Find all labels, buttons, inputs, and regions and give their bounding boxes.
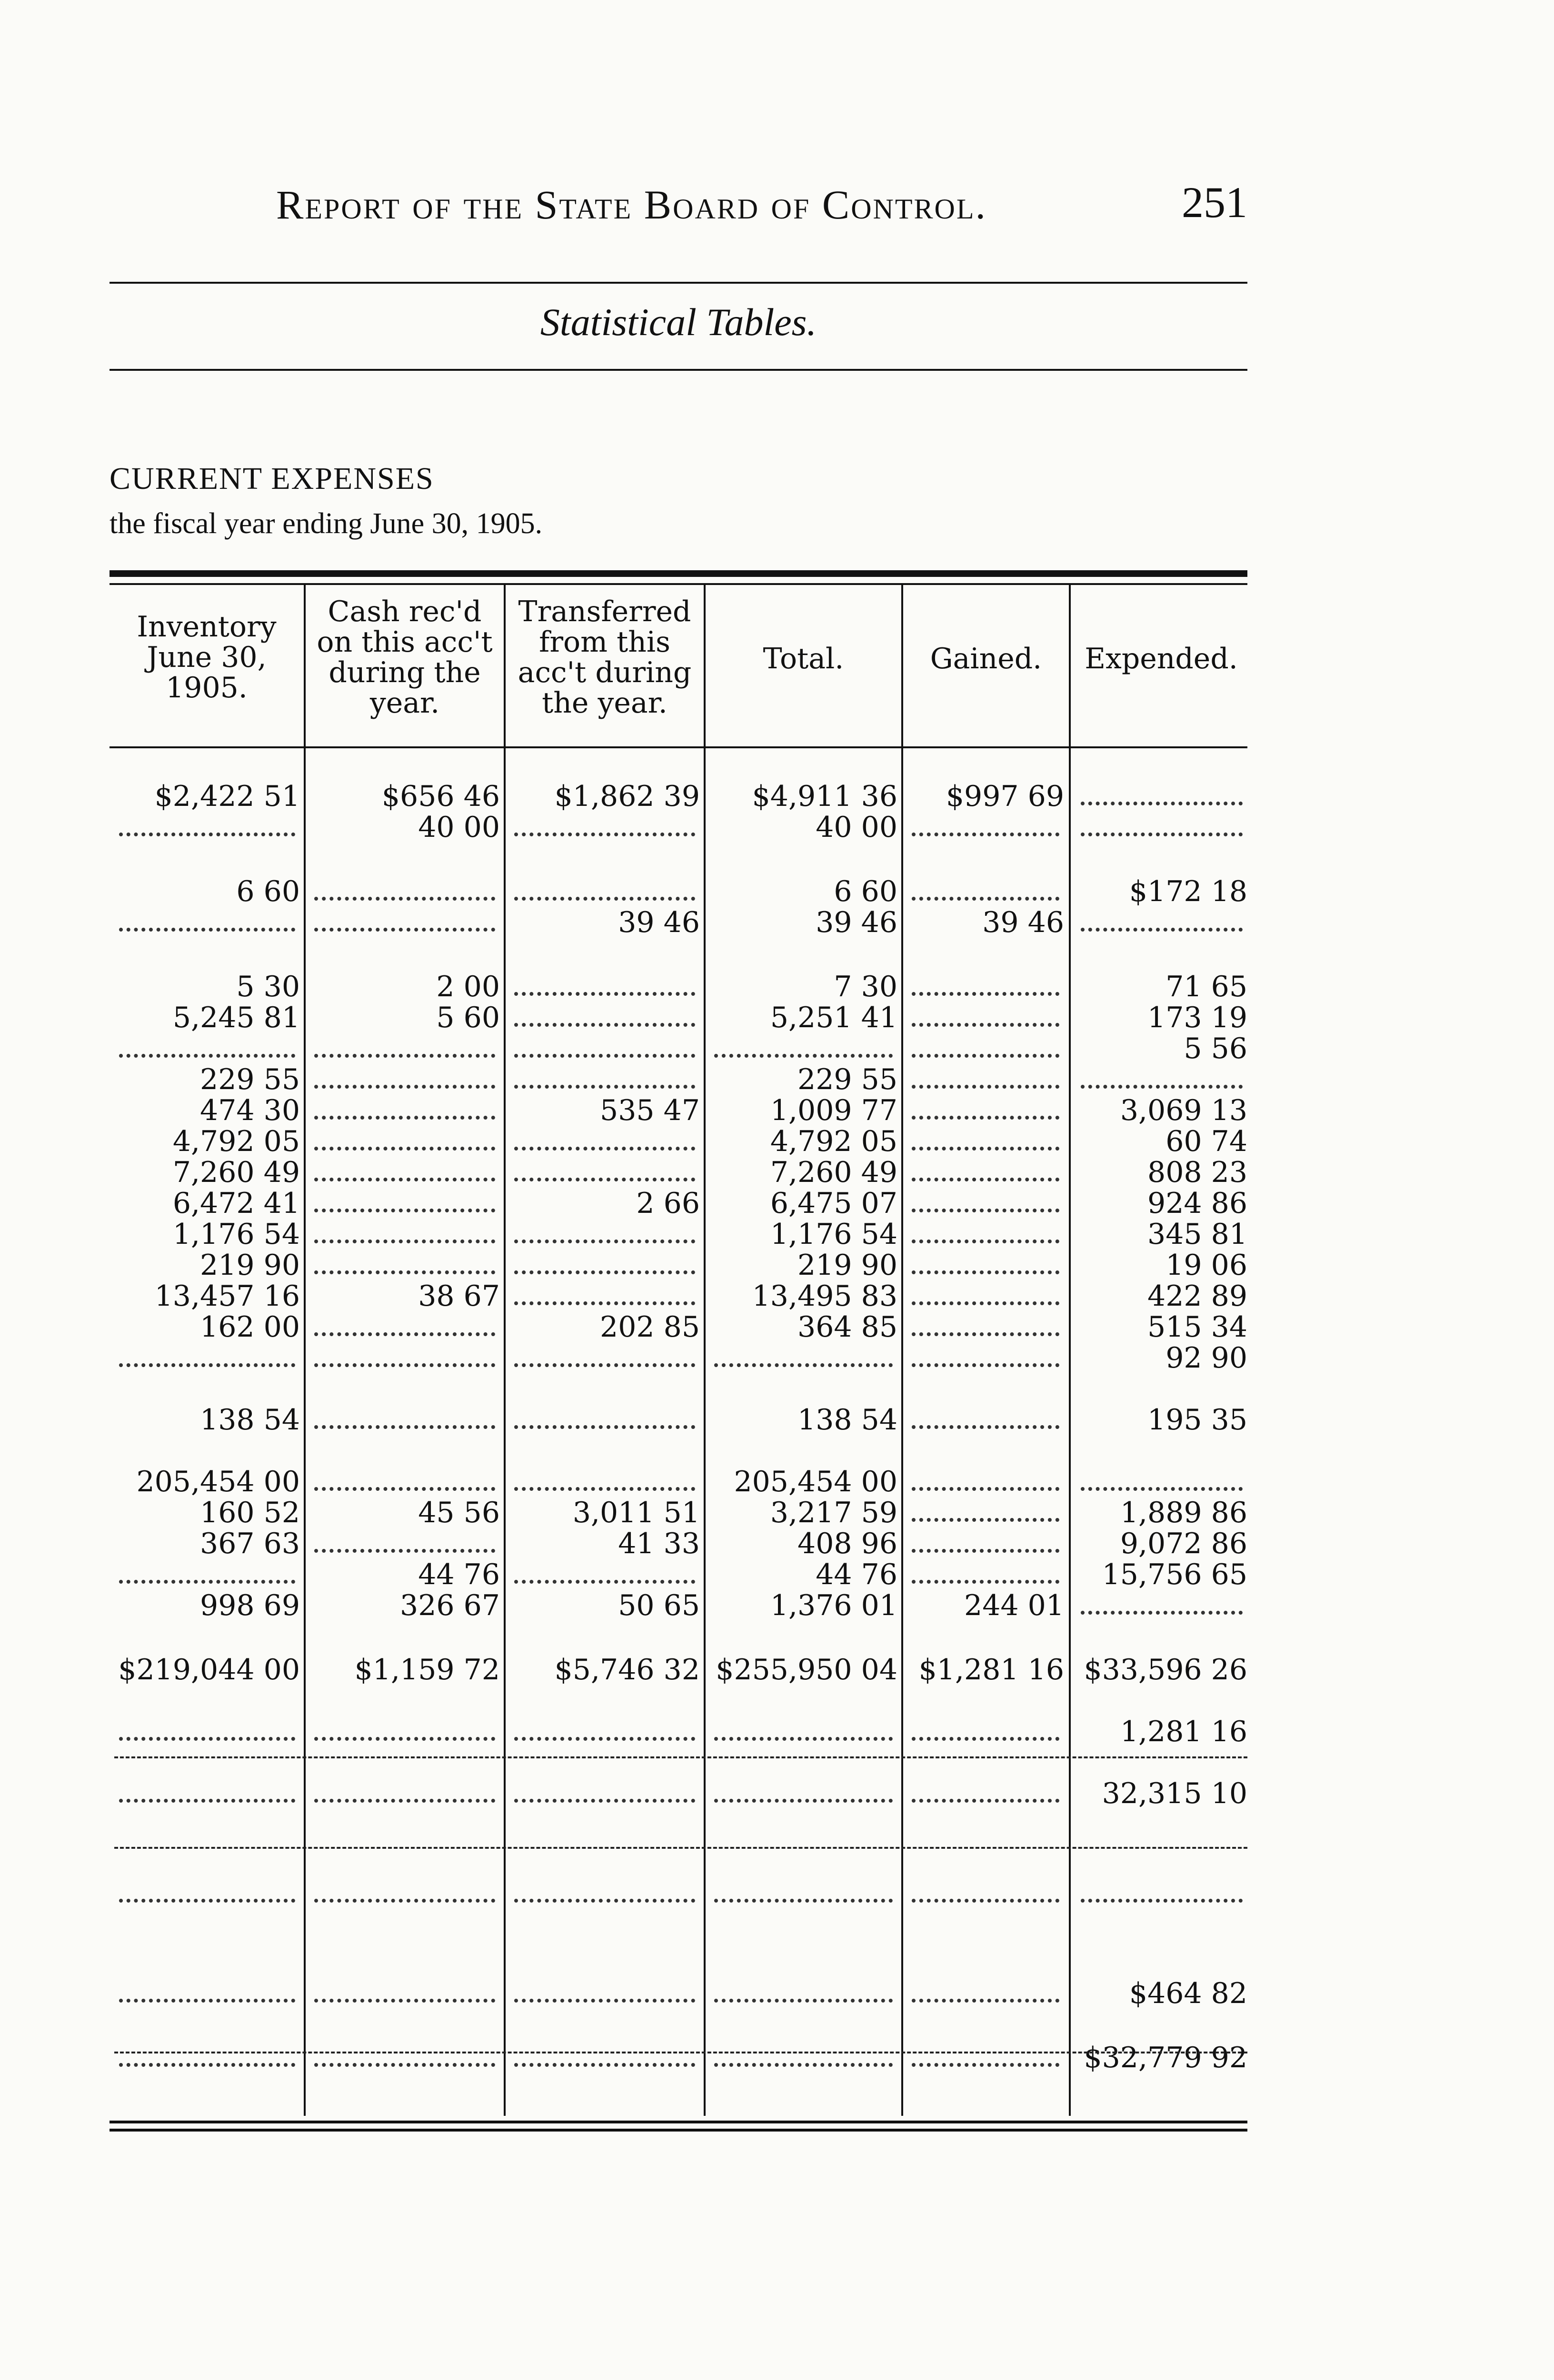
- table-cell: $219,044 00: [118, 1653, 300, 1686]
- table-cell: 160 52: [200, 1496, 300, 1529]
- table-cell: 44 76: [418, 1558, 500, 1591]
- table-cell: 173 19: [1147, 1001, 1247, 1034]
- dot-leader: [912, 1999, 1059, 2003]
- table-cell: 205,454 00: [136, 1465, 300, 1498]
- dot-leader: [912, 1737, 1059, 1741]
- table-subheading: the fiscal year ending June 30, 1905.: [110, 507, 543, 540]
- dot-leader: [1081, 1085, 1243, 1089]
- table-cell: 39 46: [982, 906, 1064, 939]
- dot-leader: [514, 833, 695, 836]
- table-cell: 408 96: [797, 1527, 897, 1560]
- dot-leader: [314, 1487, 495, 1491]
- dot-leader: [912, 2063, 1059, 2067]
- dot-leader: [714, 2063, 893, 2067]
- table-cell: 39 46: [618, 906, 700, 939]
- dot-leader: [912, 1270, 1059, 1274]
- table-cell: 219 90: [797, 1249, 897, 1282]
- header-rule-bottom: [110, 369, 1247, 371]
- table-cell: 1,009 77: [770, 1094, 897, 1127]
- table-cell: 6 60: [236, 875, 300, 908]
- dot-leader: [912, 897, 1059, 901]
- table-cell: 13,495 83: [752, 1279, 897, 1313]
- table-cell: 219 90: [200, 1249, 300, 1282]
- dot-leader: [119, 1999, 295, 2003]
- header-line: year.: [369, 686, 440, 720]
- table-cell: 202 85: [600, 1310, 700, 1344]
- table-cell: 6 60: [834, 875, 897, 908]
- column-divider: [901, 583, 903, 2116]
- table-cell: 515 34: [1147, 1310, 1247, 1344]
- dot-leader: [314, 1549, 495, 1553]
- table-cell: $5,746 32: [554, 1653, 700, 1686]
- dot-leader: [119, 1899, 295, 1903]
- dot-leader: [314, 1332, 495, 1336]
- table-cell: 5 56: [1184, 1032, 1247, 1065]
- column-header-total: [706, 644, 901, 674]
- table-cell: 345 81: [1147, 1218, 1247, 1251]
- dot-leader: [514, 897, 695, 901]
- dot-leader: [912, 1301, 1059, 1305]
- dot-leader: [912, 1085, 1059, 1089]
- table-cell: 7 30: [834, 970, 897, 1003]
- table-cell: $997 69: [946, 780, 1064, 813]
- table-cell: $464 82: [1129, 1977, 1247, 2010]
- table-cell: $32,779 92: [1084, 2041, 1247, 2074]
- dot-leader: [314, 2063, 495, 2067]
- dot-leader: [514, 1240, 695, 1243]
- table-cell: 924 86: [1147, 1187, 1247, 1220]
- dot-leader: [119, 1054, 295, 1058]
- table-cell: $656 46: [381, 780, 500, 813]
- table-cell: $2,422 51: [154, 780, 300, 813]
- dot-leader: [714, 1737, 893, 1741]
- dot-leader: [514, 1899, 695, 1903]
- table-cell: $1,281 16: [918, 1653, 1064, 1686]
- dot-leader: [119, 928, 295, 932]
- table-cell: 32,315 10: [1102, 1777, 1247, 1810]
- column-divider: [704, 583, 706, 2116]
- section-subtitle: Statistical Tables.: [540, 300, 817, 344]
- dot-leader: [514, 1799, 695, 1803]
- table-top-rule-thin: [110, 583, 1247, 585]
- dot-leader: [314, 1999, 495, 2003]
- dot-leader: [314, 1799, 495, 1803]
- table-cell: $255,950 04: [716, 1653, 897, 1686]
- dot-leader: [1081, 802, 1243, 805]
- table-cell: 4,792 05: [770, 1125, 897, 1158]
- dot-leader: [1081, 833, 1243, 836]
- dashed-rule: [114, 1847, 1247, 1849]
- dot-leader: [714, 1999, 893, 2003]
- table-cell: 138 54: [797, 1403, 897, 1437]
- dot-leader: [1081, 1487, 1243, 1491]
- header-line: June 30,: [147, 641, 267, 674]
- dot-leader: [912, 1799, 1059, 1803]
- dashed-rule: [114, 2052, 1247, 2053]
- table-cell: 3,217 59: [770, 1496, 897, 1529]
- dot-leader: [314, 928, 495, 932]
- table-cell: 367 63: [200, 1527, 300, 1560]
- table-cell: $4,911 36: [752, 780, 897, 813]
- table-heading: CURRENT EXPENSES: [110, 461, 434, 496]
- header-line: Cash rec'd: [328, 595, 482, 628]
- dot-leader: [912, 1209, 1059, 1212]
- table-cell: 1,889 86: [1120, 1496, 1247, 1529]
- table-cell: $1,862 39: [554, 780, 700, 813]
- table-cell: 5,251 41: [770, 1001, 897, 1034]
- header-line: acc't during: [518, 656, 692, 689]
- table-bottom-rule: [110, 2121, 1247, 2123]
- dot-leader: [514, 1301, 695, 1305]
- header-line: Total.: [763, 642, 844, 675]
- dot-leader: [314, 897, 495, 901]
- dot-leader: [714, 1363, 893, 1367]
- dot-leader: [514, 1425, 695, 1429]
- dot-leader: [912, 1363, 1059, 1367]
- table-cell: 5 60: [436, 1001, 500, 1034]
- table-cell: 41 33: [618, 1527, 700, 1560]
- dot-leader: [514, 1999, 695, 2003]
- dot-leader: [314, 1147, 495, 1150]
- dot-leader: [514, 2063, 695, 2067]
- table-cell: $172 18: [1129, 875, 1247, 908]
- dot-leader: [912, 1487, 1059, 1491]
- dot-leader: [314, 1240, 495, 1243]
- dot-leader: [912, 1332, 1059, 1336]
- dot-leader: [314, 1425, 495, 1429]
- dot-leader: [912, 1023, 1059, 1027]
- header-line: Expended.: [1085, 642, 1238, 675]
- dot-leader: [514, 1085, 695, 1089]
- table-cell: 2 00: [436, 970, 500, 1003]
- table-cell: 6,475 07: [770, 1187, 897, 1220]
- table-top-rule: [110, 570, 1247, 577]
- table-cell: 5 30: [236, 970, 300, 1003]
- dot-leader: [912, 1518, 1059, 1522]
- column-divider: [1069, 583, 1071, 2116]
- dot-leader: [514, 1270, 695, 1274]
- table-cell: 71 65: [1166, 970, 1247, 1003]
- dot-leader: [912, 1425, 1059, 1429]
- table-cell: 1,376 01: [770, 1589, 897, 1622]
- table-cell: 9,072 86: [1120, 1527, 1247, 1560]
- dot-leader: [912, 1116, 1059, 1120]
- dot-leader: [314, 1085, 495, 1089]
- dot-leader: [314, 1899, 495, 1903]
- table-cell: 44 76: [816, 1558, 897, 1591]
- table-cell: 326 67: [400, 1589, 500, 1622]
- dot-leader: [912, 1580, 1059, 1584]
- header-line: 1905.: [166, 671, 248, 704]
- table-cell: 38 67: [418, 1279, 500, 1313]
- column-header-transferred: [506, 596, 704, 718]
- table-cell: 50 65: [618, 1589, 700, 1622]
- dashed-rule: [114, 1756, 1247, 1758]
- table-cell: 3,011 51: [572, 1496, 700, 1529]
- dot-leader: [912, 1549, 1059, 1553]
- dot-leader: [912, 1240, 1059, 1243]
- table-cell: 1,176 54: [770, 1218, 897, 1251]
- table-cell: 364 85: [797, 1310, 897, 1344]
- dot-leader: [119, 1363, 295, 1367]
- table-cell: 7,260 49: [770, 1156, 897, 1189]
- dot-leader: [119, 1799, 295, 1803]
- table-cell: $33,596 26: [1084, 1653, 1247, 1686]
- table-cell: 13,457 16: [154, 1279, 300, 1313]
- dot-leader: [514, 1023, 695, 1027]
- page-number: 251: [1182, 178, 1247, 227]
- dot-leader: [912, 1054, 1059, 1058]
- dot-leader: [912, 1178, 1059, 1181]
- dot-leader: [119, 1737, 295, 1741]
- table-cell: 162 00: [200, 1310, 300, 1344]
- dot-leader: [314, 1270, 495, 1274]
- table-cell: 40 00: [418, 811, 500, 844]
- table-cell: 229 55: [797, 1063, 897, 1096]
- dot-leader: [514, 1580, 695, 1584]
- dot-leader: [314, 1363, 495, 1367]
- table-cell: 422 89: [1147, 1279, 1247, 1313]
- dot-leader: [514, 1147, 695, 1150]
- header-separator: [110, 746, 1247, 748]
- column-header-cash-received: [306, 596, 504, 718]
- dot-leader: [912, 1899, 1059, 1903]
- dot-leader: [514, 1054, 695, 1058]
- table-cell: 39 46: [816, 906, 897, 939]
- table-cell: 15,756 65: [1102, 1558, 1247, 1591]
- header-line: the year.: [542, 686, 667, 720]
- table-cell: 60 74: [1166, 1125, 1247, 1158]
- dot-leader: [514, 992, 695, 996]
- dot-leader: [912, 833, 1059, 836]
- dot-leader: [119, 2063, 295, 2067]
- table-cell: 808 23: [1147, 1156, 1247, 1189]
- column-divider: [304, 583, 306, 2116]
- dot-leader: [119, 833, 295, 836]
- column-header-inventory: [110, 612, 304, 703]
- table-cell: 138 54: [200, 1403, 300, 1437]
- table-cell: 1,176 54: [172, 1218, 300, 1251]
- table-cell: 40 00: [816, 811, 897, 844]
- dot-leader: [119, 1580, 295, 1584]
- column-header-gained: [903, 644, 1069, 674]
- dot-leader: [514, 1363, 695, 1367]
- dot-leader: [314, 1054, 495, 1058]
- header-line: Transferred: [518, 595, 691, 628]
- table-cell: 2 66: [636, 1187, 700, 1220]
- dot-leader: [1081, 1611, 1243, 1615]
- dot-leader: [1081, 928, 1243, 932]
- dot-leader: [912, 1147, 1059, 1150]
- dot-leader: [514, 1487, 695, 1491]
- table-cell: 195 35: [1147, 1403, 1247, 1437]
- header-line: from this: [539, 625, 670, 659]
- dot-leader: [714, 1799, 893, 1803]
- table-cell: 6,472 41: [172, 1187, 300, 1220]
- dot-leader: [314, 1116, 495, 1120]
- table-cell: $1,159 72: [354, 1653, 500, 1686]
- dot-leader: [714, 1054, 893, 1058]
- dot-leader: [314, 1178, 495, 1181]
- column-header-expended: [1071, 644, 1252, 674]
- dot-leader: [314, 1209, 495, 1212]
- dot-leader: [912, 992, 1059, 996]
- header-line: Gained.: [930, 642, 1042, 675]
- dot-leader: [1081, 1899, 1243, 1903]
- header-line: on this acc't: [317, 625, 493, 659]
- table-cell: 5,245 81: [172, 1001, 300, 1034]
- table-cell: 244 01: [964, 1589, 1064, 1622]
- dot-leader: [314, 1737, 495, 1741]
- table-cell: 4,792 05: [172, 1125, 300, 1158]
- dot-leader: [514, 1737, 695, 1741]
- running-title: Report of the State Board of Control.: [276, 182, 987, 228]
- header-line: Inventory: [137, 610, 277, 644]
- table-bottom-rule-2: [110, 2129, 1247, 2132]
- table-cell: 3,069 13: [1120, 1094, 1247, 1127]
- table-cell: 1,281 16: [1120, 1715, 1247, 1748]
- dot-leader: [714, 1899, 893, 1903]
- table-cell: 19 06: [1166, 1249, 1247, 1282]
- header-rule-top: [110, 282, 1247, 284]
- table-cell: 998 69: [200, 1589, 300, 1622]
- table-cell: 205,454 00: [734, 1465, 897, 1498]
- header-line: during the: [329, 656, 481, 689]
- table-cell: 45 56: [418, 1496, 500, 1529]
- table-cell: 229 55: [200, 1063, 300, 1096]
- table-cell: 7,260 49: [172, 1156, 300, 1189]
- table-cell: 474 30: [200, 1094, 300, 1127]
- column-divider: [504, 583, 506, 2116]
- table-cell: 535 47: [600, 1094, 700, 1127]
- table-cell: 92 90: [1166, 1341, 1247, 1375]
- dot-leader: [514, 1178, 695, 1181]
